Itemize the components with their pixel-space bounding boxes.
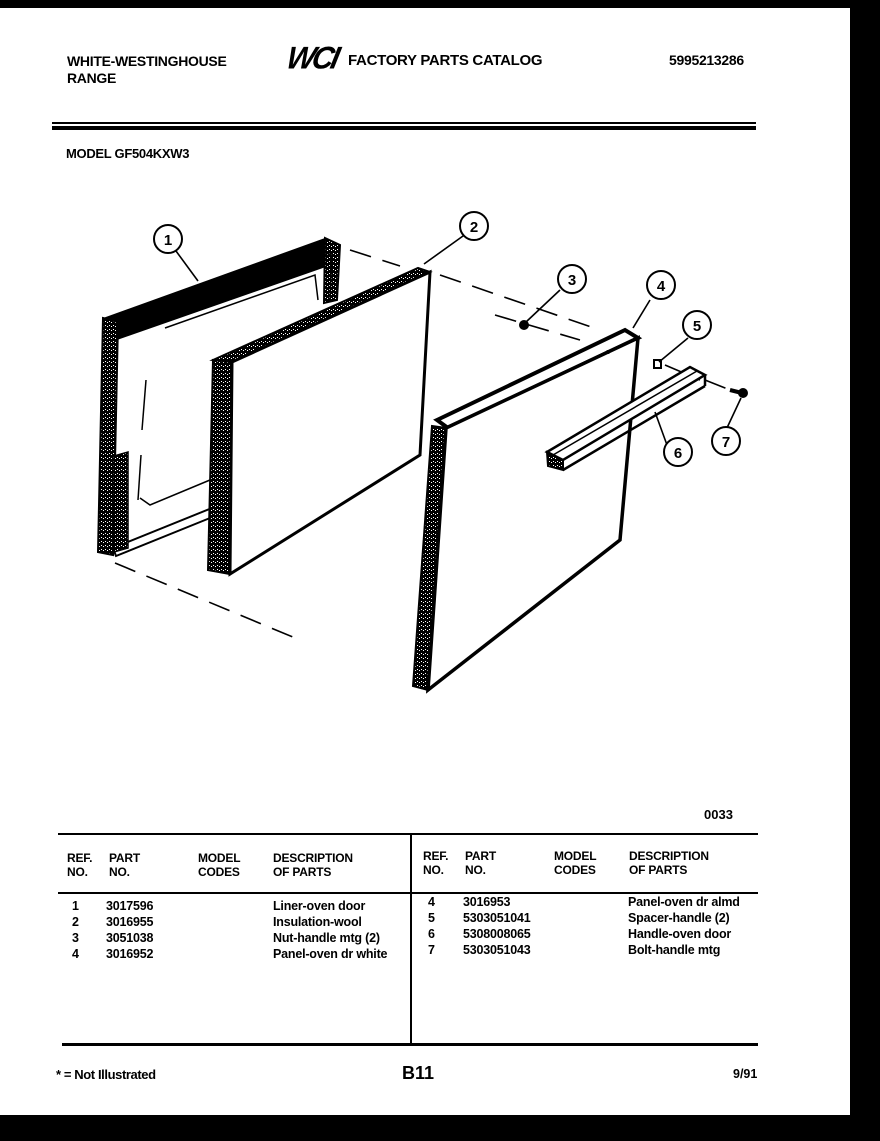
model-label: MODEL GF504KXW3 xyxy=(66,146,190,161)
callout-4-icon xyxy=(647,271,675,299)
header-description-left xyxy=(273,851,353,879)
svg-text:3: 3 xyxy=(567,272,577,289)
wci-logo: WCI xyxy=(283,41,341,76)
header-text: REF. xyxy=(67,851,93,865)
header-model-codes-left xyxy=(198,851,240,879)
callout-5-icon xyxy=(683,311,711,339)
header-part-no-right xyxy=(465,849,496,877)
revision-date: 9/91 xyxy=(733,1067,758,1081)
description: Nut-handle mtg (2) xyxy=(273,931,380,945)
header-text: OF PARTS xyxy=(273,865,332,879)
ref-no: 4 xyxy=(428,895,435,909)
header-text: OF PARTS xyxy=(629,863,688,877)
callout-6-icon xyxy=(664,438,692,466)
ref-no: 6 xyxy=(428,927,435,941)
table-bottom-rule xyxy=(62,1043,758,1046)
table-header-rule xyxy=(58,892,758,894)
header-text: NO. xyxy=(423,863,444,877)
catalog-title: FACTORY PARTS CATALOG xyxy=(348,52,543,69)
description: Panel-oven dr almd xyxy=(628,895,740,909)
table-center-divider xyxy=(410,834,412,1043)
description: Bolt-handle mtg xyxy=(628,943,721,957)
header-part-no-left xyxy=(109,851,140,879)
header-text: MODEL xyxy=(198,851,241,865)
description: Insulation-wool xyxy=(273,915,362,929)
header-text: DESCRIPTION xyxy=(629,849,709,863)
svg-text:7: 7 xyxy=(721,434,731,451)
header-ref-no-right xyxy=(423,849,448,877)
part-no: 3016953 xyxy=(463,895,511,909)
header-text: DESCRIPTION xyxy=(273,851,353,865)
part-no: 5308008065 xyxy=(463,927,531,941)
ref-no: 5 xyxy=(428,911,435,925)
catalog-page xyxy=(0,8,850,1115)
header-text: REF. xyxy=(423,849,449,863)
brand-line-1: WHITE-WESTINGHOUSE xyxy=(67,53,227,69)
ref-no: 1 xyxy=(72,899,79,913)
header-model-codes-right xyxy=(554,849,596,877)
callout-2-icon xyxy=(460,212,488,240)
header-text: PART xyxy=(109,851,140,865)
part-no: 5303051043 xyxy=(463,943,531,957)
table-top-rule xyxy=(58,833,758,835)
svg-text:5: 5 xyxy=(692,318,702,335)
description: Liner-oven door xyxy=(273,899,366,913)
part-7-bolt xyxy=(730,388,748,398)
header-ref-no-left xyxy=(67,851,92,879)
description: Handle-oven door xyxy=(628,927,732,941)
callout-1-icon xyxy=(154,225,182,253)
header-text: CODES xyxy=(198,865,240,879)
ref-no: 2 xyxy=(72,915,79,929)
part-no: 5303051041 xyxy=(463,911,531,925)
svg-text:2: 2 xyxy=(469,219,479,236)
catalog-number: 5995213286 xyxy=(669,52,744,68)
part-4-panel xyxy=(413,330,638,690)
header-text: NO. xyxy=(109,865,130,879)
part-no: 3051038 xyxy=(106,931,154,945)
callout-3-icon xyxy=(558,265,586,293)
svg-text:4: 4 xyxy=(656,278,666,295)
description: Spacer-handle (2) xyxy=(628,911,730,925)
ref-no: 3 xyxy=(72,931,79,945)
ref-no: 4 xyxy=(72,947,79,961)
svg-text:6: 6 xyxy=(673,445,683,462)
part-no: 3016955 xyxy=(106,915,154,929)
footnote-not-illustrated: * = Not Illustrated xyxy=(56,1067,156,1082)
figure-code: 0033 xyxy=(704,807,733,822)
svg-text:1: 1 xyxy=(163,232,173,249)
part-no: 3016952 xyxy=(106,947,154,961)
brand-line-2: RANGE xyxy=(67,70,117,86)
header-text: CODES xyxy=(554,863,596,877)
header-text: NO. xyxy=(465,863,486,877)
callout-7-icon xyxy=(712,427,740,455)
header-text: PART xyxy=(465,849,496,863)
page-code: B11 xyxy=(402,1063,435,1083)
header-text: MODEL xyxy=(554,849,597,863)
header-description-right xyxy=(629,849,709,877)
ref-no: 7 xyxy=(428,943,435,957)
header-text: NO. xyxy=(67,865,88,879)
part-no: 3017596 xyxy=(106,899,154,913)
part-2-insulation xyxy=(208,268,430,574)
description: Panel-oven dr white xyxy=(273,947,388,961)
